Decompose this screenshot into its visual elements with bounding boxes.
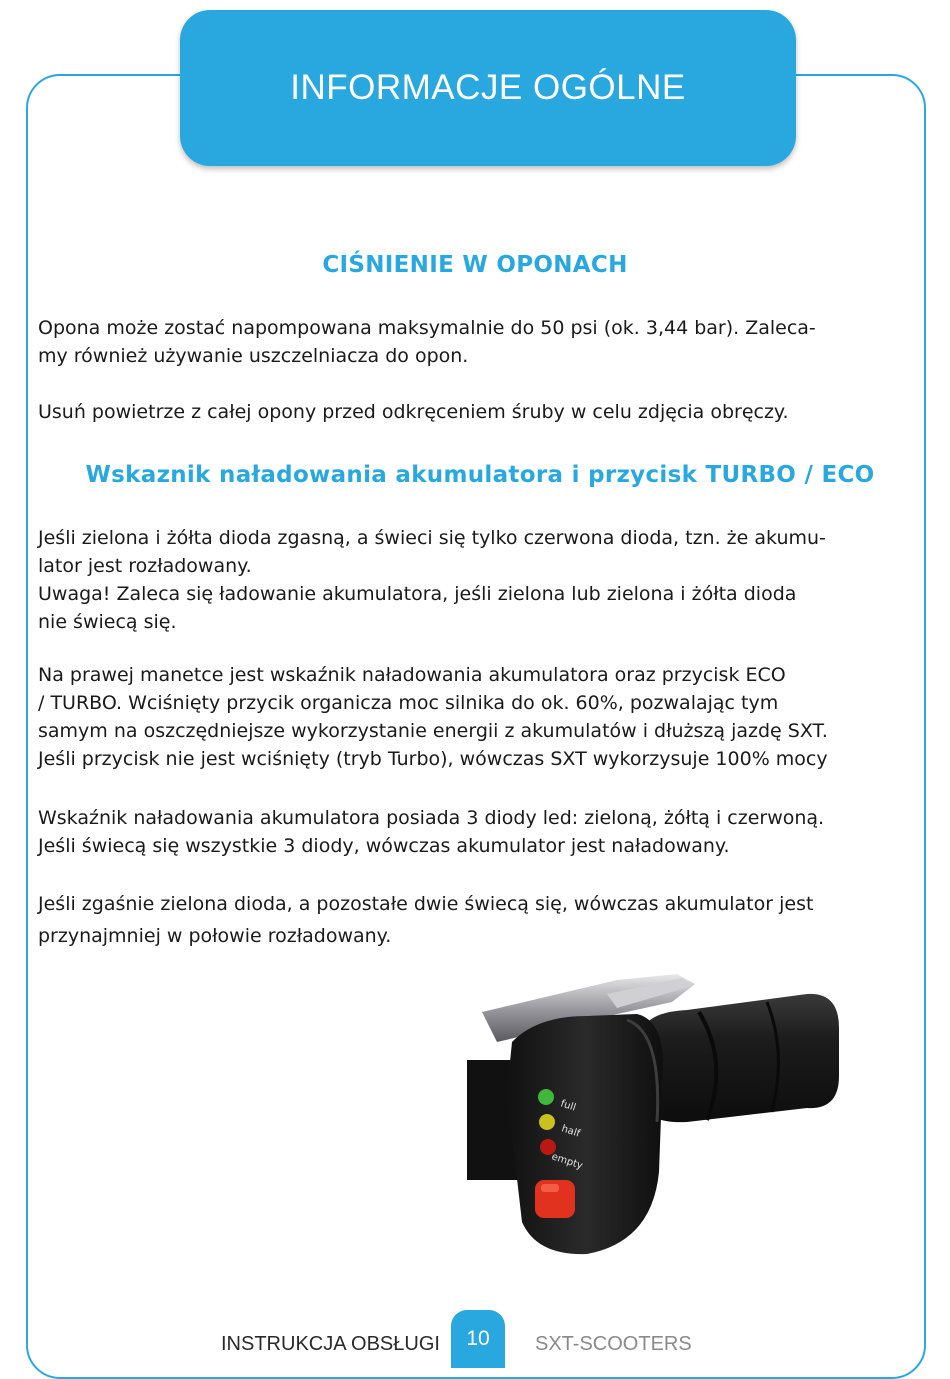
text-line: Usuń powietrze z całej opony przed odkręceniem śruby w celu zdjęcia obręczy.	[38, 401, 789, 423]
rubber-grip	[642, 994, 839, 1122]
section-heading-battery-indicator: Wskaznik naładowania akumulatora i przycisk TURBO / ECO	[85, 462, 875, 488]
text-line: Jeśli zielona i żółta dioda zgasną, a świeci się tylko czerwona dioda, tzn. że akumu-	[38, 527, 826, 549]
led-label-empty: empty	[550, 1151, 584, 1172]
text-line: Jeśli świecą się wszystkie 3 diody, wówczas akumulator jest naładowany.	[38, 835, 730, 857]
text-line: nie świecą się.	[38, 611, 177, 633]
paragraph-eco-turbo	[38, 661, 928, 773]
led-label-full: full	[559, 1098, 578, 1114]
paragraph-battery-warning	[38, 524, 928, 636]
handlebar-grip-photo	[467, 972, 843, 1262]
footer-manual-label: INSTRUKCJA OBSŁUGI	[221, 1333, 440, 1355]
text-line: samym na oszczędniejsze wykorzystanie energii z akumulatów i dłuższą jazdę SXT.	[38, 720, 828, 742]
paragraph-leds	[38, 804, 928, 860]
text-line: lator jest rozładowany.	[38, 555, 252, 577]
text-line: przynajmniej w połowie rozładowany.	[38, 925, 392, 947]
text-line: Opona może zostać napompowana maksymalnie do 50 psi (ok. 3,44 bar). Zaleca-	[38, 317, 816, 339]
paragraph-deflate	[38, 398, 928, 426]
text-line: / TURBO. Wciśnięty przycik organicza moc silnika do ok. 60%, pozwalając tym	[38, 692, 779, 714]
paragraph-tire-pressure	[38, 314, 928, 370]
page-number	[451, 1310, 505, 1368]
page-number-text: 10	[466, 1327, 490, 1350]
paragraph-half-discharged	[38, 888, 928, 952]
led-label-half: half	[560, 1123, 582, 1140]
led-yellow-icon	[539, 1114, 555, 1130]
led-green-icon	[538, 1089, 554, 1105]
text-line: Jeśli zgaśnie zielona dioda, a pozostałe dwie świecą się, wówczas akumulator jest	[38, 893, 814, 915]
text-line: my również używanie uszczelniacza do opon.	[38, 345, 469, 367]
text-line: Wskaźnik naładowania akumulatora posiada 3 diody led: zieloną, żółtą i czerwoną.	[38, 807, 825, 829]
text-line: Uwaga! Zaleca się ładowanie akumulatora, jeśli zielona lub zielona i żółta dioda	[38, 583, 797, 605]
header-tab	[180, 10, 796, 166]
text-line: Jeśli przycisk nie jest wciśnięty (tryb Turbo), wówczas SXT wykorzysuje 100% mocy	[38, 748, 828, 770]
footer-brand-label: SXT-SCOOTERS	[535, 1333, 692, 1355]
text-line: Na prawej manetce jest wskaźnik naładowania akumulatora oraz przycisk ECO	[38, 664, 786, 686]
page-title: INFORMACJE OGÓLNE	[290, 68, 686, 107]
control-housing	[507, 1014, 663, 1254]
section-heading-tire-pressure: CIŚNIENIE W OPONACH	[322, 252, 628, 278]
